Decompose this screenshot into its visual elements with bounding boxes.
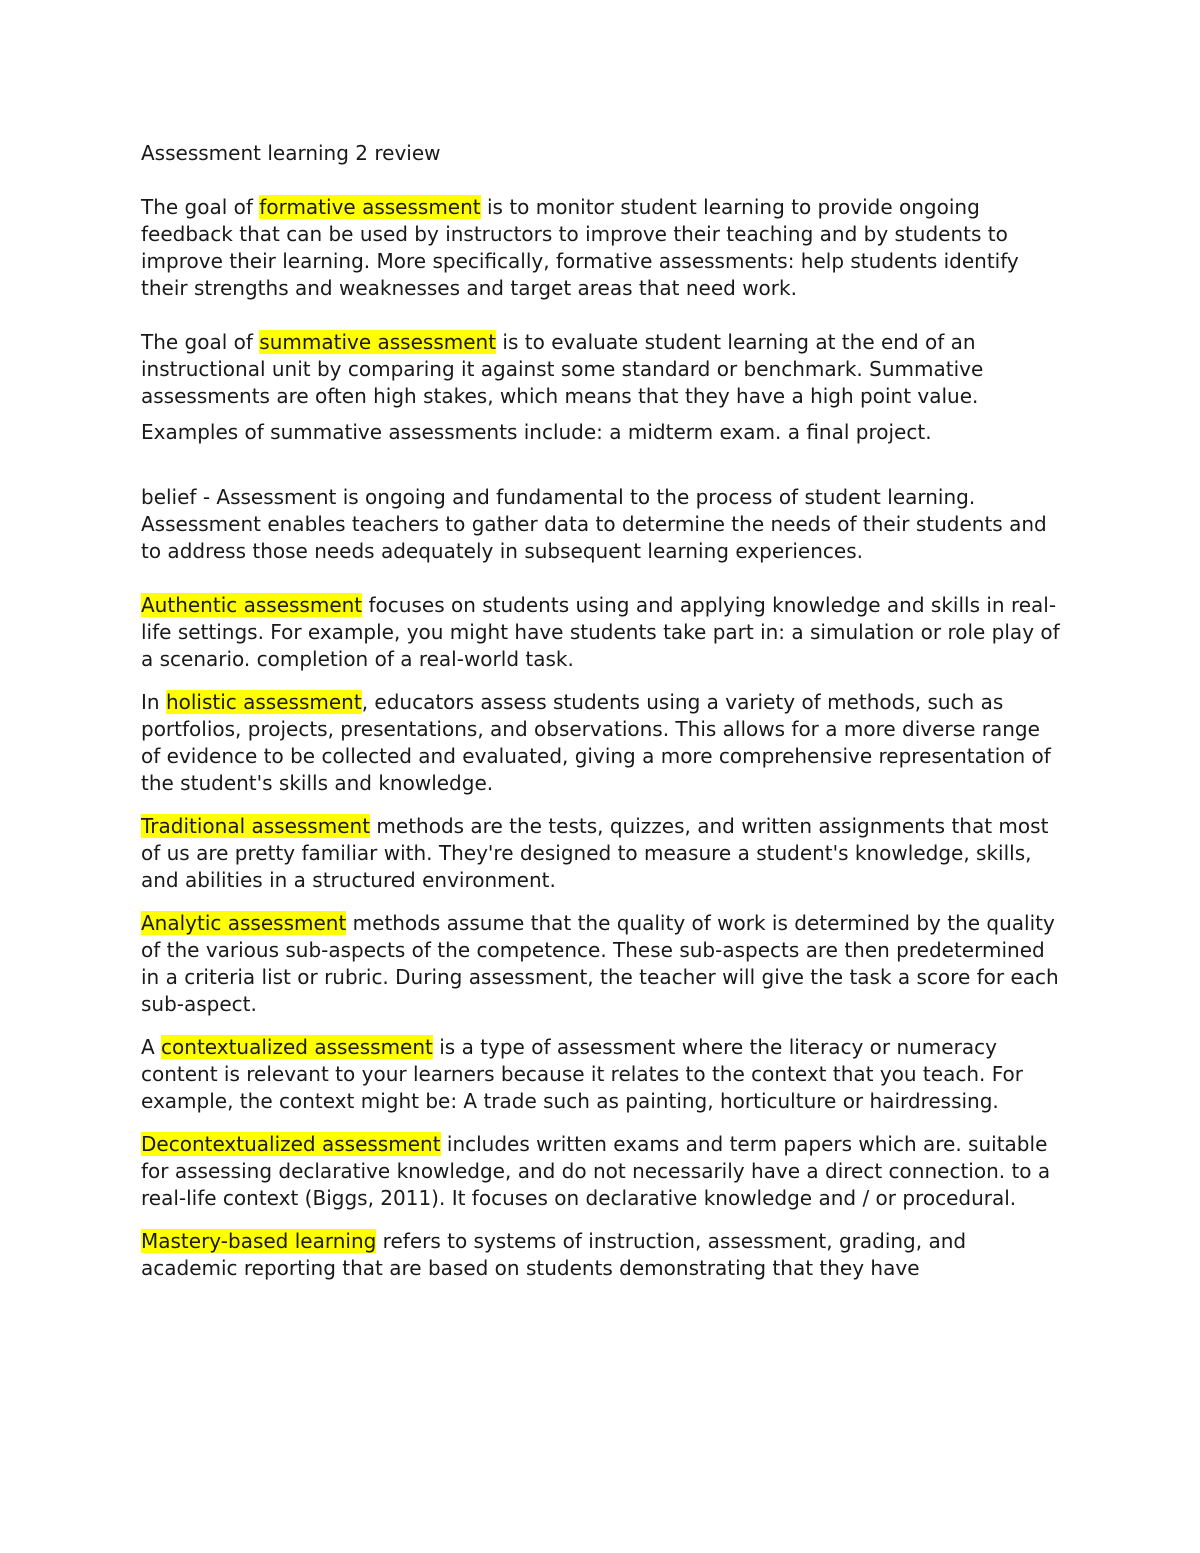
paragraph-text: Examples of summative assessments include: a midterm exam. a final project. [141, 420, 932, 444]
highlighted-term: Analytic assessment [141, 911, 347, 935]
paragraph-decontextualized [141, 1131, 1061, 1212]
paragraph-text-post: is to evaluate student learning at the end of an instructional unit by comparing it against some standard or benchmark. Summative assessments are often high stakes, which means that they have a high point value. [141, 330, 984, 408]
paragraph-text-pre: The goal of [141, 195, 260, 219]
document-title: Assessment learning 2 review [141, 141, 441, 165]
paragraph-text: belief - Assessment is ongoing and fundamental to the process of student learning. Assessment enables teachers to gather data to determine the needs of their students and to address those needs adequately in subsequent learning experiences. [141, 485, 1047, 563]
highlighted-term: holistic assessment [165, 690, 362, 714]
highlighted-term: Mastery-based learning [141, 1229, 377, 1253]
paragraph-analytic [141, 910, 1061, 1018]
paragraph-formative [141, 194, 1061, 302]
paragraph-holistic [141, 689, 1061, 797]
highlighted-term: summative assessment [259, 330, 497, 354]
paragraph-text-post: is to monitor student learning to provide ongoing feedback that can be used by instructors to improve their teaching and by students to improve their learning. More specifically, formative assessments: help students identify their strengths and weaknesses and target areas that need work. [141, 195, 1019, 300]
paragraph-text-post: methods are the tests, quizzes, and written assignments that most of us are pretty familiar with. They're designed to measure a student's knowledge, skills, and abilities in a structured environment. [141, 814, 1049, 892]
highlighted-term: Authentic assessment [141, 593, 363, 617]
paragraph-belief [141, 484, 1061, 565]
document-page [141, 140, 1061, 1282]
paragraph-text-pre: In [141, 690, 166, 714]
highlighted-term: formative assessment [259, 195, 481, 219]
paragraph-summative [141, 329, 1061, 410]
highlighted-term: Decontextualized assessment [141, 1132, 441, 1156]
paragraph-authentic [141, 592, 1061, 673]
paragraph-text-post: includes written exams and term papers which are. suitable for assessing declarative knowledge, and do not necessarily have a direct connection. to a real-life context (Biggs, 2011). It focuses on declarative knowledge and / or procedural. [141, 1132, 1051, 1210]
paragraph-text-post: refers to systems of instruction, assessment, grading, and academic reporting that are based on students demonstrating that they have [141, 1229, 967, 1280]
paragraph-text-pre: The goal of [141, 330, 260, 354]
highlighted-term: Traditional assessment [141, 814, 371, 838]
paragraph-mastery [141, 1228, 1061, 1282]
paragraph-traditional [141, 813, 1061, 894]
paragraph-text-post: methods assume that the quality of work is determined by the quality of the various sub-aspects of the competence. These sub-aspects are then predetermined in a criteria list or rubric. During assessment, the teacher will give the task a score for each sub-aspect. [141, 911, 1059, 1016]
paragraph-text-post: focuses on students using and applying knowledge and skills in real-life settings. For example, you might have students take part in: a simulation or role play of a scenario. completion of a real-world task. [141, 593, 1060, 671]
highlighted-term: contextualized assessment [161, 1035, 433, 1059]
paragraph-text-post: , educators assess students using a variety of methods, such as portfolios, projects, presentations, and observations. This allows for a more diverse range of evidence to be collected and evaluated, giving a more comprehensive representation of the student's skills and knowledge. [141, 690, 1051, 795]
paragraph-contextualized [141, 1034, 1061, 1115]
paragraph-text-post: is a type of assessment where the literacy or numeracy content is relevant to your learners because it relates to the context that you teach. For example, the context might be: A trade such as painting, horticulture or hairdressing. [141, 1035, 1023, 1113]
paragraph-text-pre: A [141, 1035, 162, 1059]
paragraph-examples [141, 419, 1061, 446]
